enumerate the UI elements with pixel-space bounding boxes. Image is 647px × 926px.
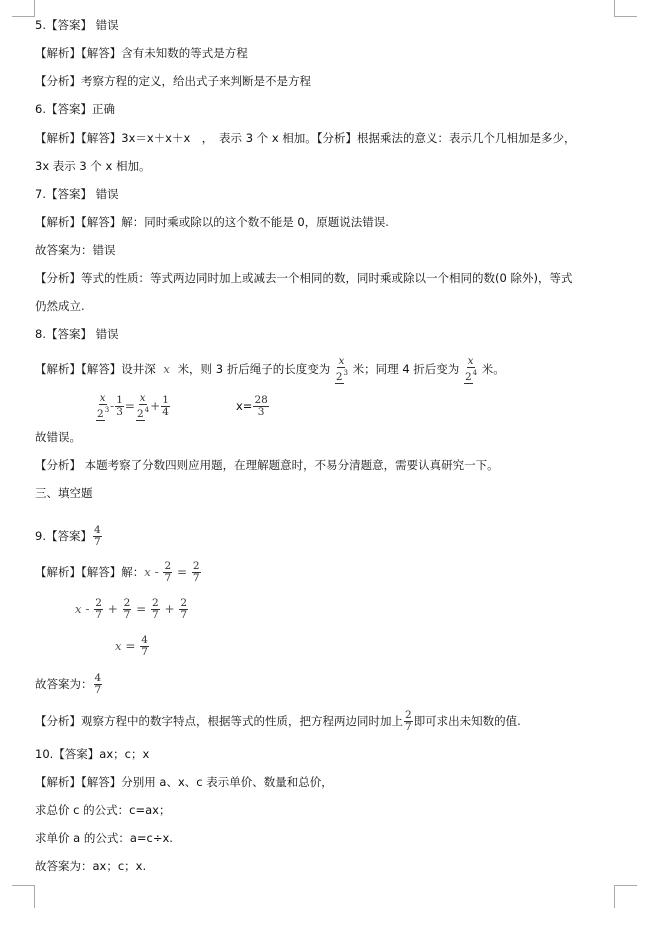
q7-remark-cont: 仍然成立. bbox=[35, 299, 85, 313]
crop-mark-top-left bbox=[12, 0, 35, 17]
q9-step-1: x - $\frac{2}{7}$ + $\frac{2}{7}$ = $\frac{2}{7}$ + $\frac{2}{7}$ bbox=[75, 597, 187, 621]
q8-solution: x= $\frac{28}{3}$ bbox=[236, 394, 268, 418]
q7-final: 故答案为：错误 bbox=[35, 243, 116, 257]
q9-step-2: x = $\frac{4}{7}$ bbox=[115, 634, 148, 658]
q7-remark: 【分析】等式的性质：等式两边同时加上或减去一个相同的数，同时乘或除以一个相同的数(0 除外)，等式 bbox=[35, 271, 573, 285]
q8-equation: $\frac{x}{2^3}$ - $\frac{1}{3}$ = $\frac{x}{2^4}$ + $\frac{1}{4}$ bbox=[97, 392, 169, 420]
q7-analysis: 【解析】【解答】解：同时乘或除以的这个数不能是 0，原题说法错误. bbox=[35, 215, 389, 229]
q8-final: 故错误。 bbox=[35, 430, 81, 444]
q9-remark: 【分析】观察方程中的数字特点，根据等式的性质，把方程两边同时加上 $\frac{2}{7}$ 即可求出未知数的值. bbox=[35, 709, 521, 733]
q10-formula-c: 求总价 c 的公式：c=ax； bbox=[35, 803, 171, 817]
q10-analysis: 【解析】【解答】分别用 a、x、c 表示单价、数量和总价， bbox=[35, 775, 333, 789]
q8-remark: 【分析】 本题考察了分数四则应用题，在理解题意时，不易分清题意，需要认真研究一下。 bbox=[35, 458, 499, 472]
q5-answer: 5.【答案】 错误 bbox=[35, 18, 119, 32]
q5-remark: 【分析】考察方程的定义，给出式子来判断是不是方程 bbox=[35, 74, 311, 88]
q7-answer: 7.【答案】 错误 bbox=[35, 187, 119, 201]
q5-analysis: 【解析】【解答】含有未知数的等式是方程 bbox=[35, 46, 248, 60]
q8-answer: 8.【答案】 错误 bbox=[35, 327, 119, 341]
fraction-x-over-2-fourth: $\frac{x}{2^4}$ bbox=[464, 355, 478, 383]
q10-answer: 10.【答案】ax；c；x bbox=[35, 747, 150, 761]
fraction-x-over-2-cubed: $\frac{x}{2^3}$ bbox=[335, 355, 349, 383]
crop-mark-bottom-left bbox=[12, 885, 35, 908]
q9-final: 故答案为： $\frac{4}{7}$ bbox=[35, 672, 102, 696]
q6-analysis-cont: 3x 表示 3 个 x 相加。 bbox=[35, 159, 151, 173]
q10-formula-a: 求单价 a 的公式：a=c÷x. bbox=[35, 831, 173, 845]
q9-analysis: 【解析】【解答】解：x - $\frac{2}{7}$ = $\frac{2}{7}$ bbox=[35, 560, 200, 584]
q9-answer: 9.【答案】 $\frac{4}{7}$ bbox=[35, 524, 101, 548]
crop-mark-bottom-right bbox=[614, 885, 637, 908]
section-heading-fill-blank: 三、填空题 bbox=[35, 486, 93, 500]
q6-analysis: 【解析】【解答】3x＝x＋x＋x ， 表示 3 个 x 相加。【分析】根据乘法的意义：表示几个几相加是多少， bbox=[35, 131, 576, 145]
crop-mark-top-right bbox=[614, 0, 637, 17]
q10-final: 故答案为：ax；c；x. bbox=[35, 859, 147, 873]
q6-answer: 6.【答案】正确 bbox=[35, 102, 115, 116]
q8-analysis: 【解析】【解答】设井深 x 米，则 3 折后绳子的长度变为 $\frac{x}{2^3}$ 米；同理 4 折后变为 $\frac{x}{2^4}$ 米。 bbox=[35, 355, 505, 383]
